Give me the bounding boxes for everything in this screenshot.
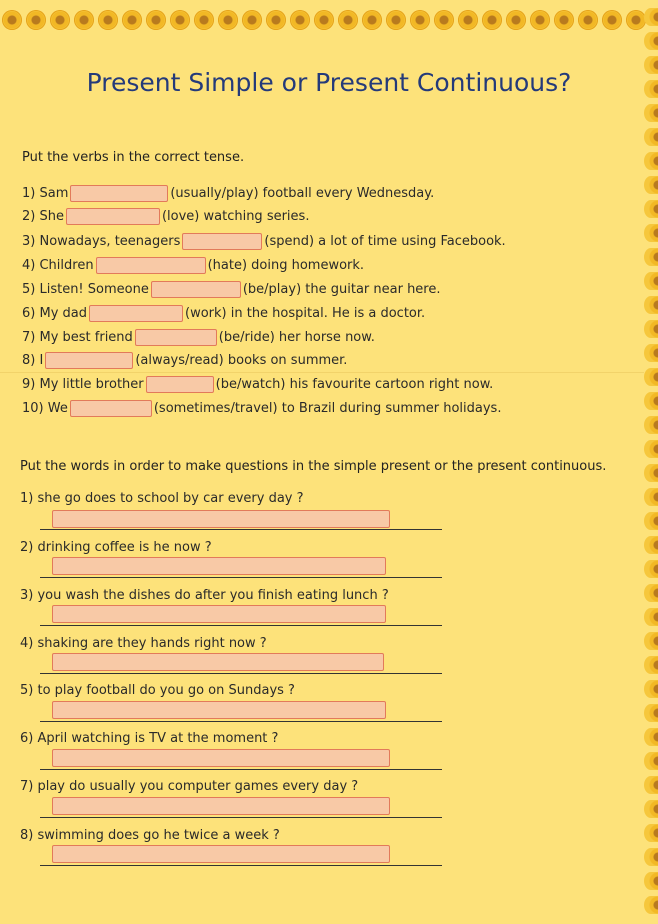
sunflower-icon — [644, 296, 658, 314]
sunflower-icon — [170, 10, 190, 30]
sunflower-icon — [644, 848, 658, 866]
sunflower-icon — [644, 224, 658, 242]
exercise-verb-hint: (be/play) the guitar near here. — [242, 282, 441, 297]
answer-field[interactable] — [45, 352, 133, 369]
exercise-verb-hint: (work) in the hospital. He is a doctor. — [185, 306, 426, 321]
sunflower-icon — [644, 488, 658, 506]
sunflower-icon — [644, 800, 658, 818]
exercise-verb-hint: (always/read) books on summer. — [135, 353, 348, 368]
exercise-verb-hint: (be/watch) his favourite cartoon right now. — [215, 377, 494, 392]
sunflower-icon — [644, 176, 658, 194]
exercise1-row-5 — [22, 279, 441, 301]
exercise-prompt: 9) My little brother — [22, 377, 144, 392]
question-words-3: 3) you wash the dishes do after you finish eating lunch ? — [20, 588, 389, 603]
sunflower-icon — [644, 872, 658, 890]
exercise-verb-hint: (be/ride) her horse now. — [218, 330, 375, 345]
sunflower-icon — [644, 392, 658, 410]
exercise-prompt: 3) Nowadays, teenagers — [22, 234, 181, 249]
exercise-prompt: 10) We — [22, 401, 68, 416]
answer-field[interactable] — [89, 305, 183, 322]
sunflower-icon — [644, 584, 658, 602]
sunflower-icon — [644, 752, 658, 770]
answer-field[interactable] — [96, 257, 206, 274]
question-words-4: 4) shaking are they hands right now ? — [20, 636, 267, 651]
sunflower-icon — [434, 10, 454, 30]
sunflower-icon — [644, 104, 658, 122]
sunflower-icon — [644, 464, 658, 482]
sunflower-icon — [644, 632, 658, 650]
flower-border-top — [0, 0, 658, 34]
answer-field[interactable] — [52, 605, 386, 623]
exercise-verb-hint: (love) watching series. — [161, 209, 310, 224]
sunflower-icon — [314, 10, 334, 30]
sunflower-icon — [290, 10, 310, 30]
sunflower-icon — [644, 896, 658, 914]
sunflower-icon — [410, 10, 430, 30]
sunflower-icon — [242, 10, 262, 30]
question-words-6: 6) April watching is TV at the moment ? — [20, 731, 279, 746]
sunflower-icon — [644, 776, 658, 794]
sunflower-icon — [644, 248, 658, 266]
exercise-prompt: 1) Sam — [22, 186, 69, 201]
sunflower-icon — [644, 536, 658, 554]
answer-field[interactable] — [52, 701, 386, 719]
section2-instruction: Put the words in order to make questions in the simple present or the present continuous. — [20, 459, 607, 474]
sunflower-icon — [644, 608, 658, 626]
answer-field[interactable] — [52, 749, 390, 767]
sunflower-icon — [74, 10, 94, 30]
sunflower-icon — [644, 656, 658, 674]
sunflower-icon — [98, 10, 118, 30]
exercise-prompt: 4) Children — [22, 258, 94, 273]
exercise1-row-6 — [22, 303, 425, 325]
question-words-2: 2) drinking coffee is he now ? — [20, 540, 212, 555]
question-words-8: 8) swimming does go he twice a week ? — [20, 828, 280, 843]
sunflower-icon — [578, 10, 598, 30]
sunflower-icon — [506, 10, 526, 30]
sunflower-icon — [644, 680, 658, 698]
exercise-verb-hint: (hate) doing homework. — [207, 258, 365, 273]
sunflower-icon — [482, 10, 502, 30]
question-words-7: 7) play do usually you computer games every day ? — [20, 779, 359, 794]
exercise-prompt: 5) Listen! Someone — [22, 282, 149, 297]
exercise-verb-hint: (spend) a lot of time using Facebook. — [264, 234, 506, 249]
exercise1-row-8 — [22, 350, 347, 372]
sunflower-icon — [644, 272, 658, 290]
sunflower-icon — [26, 10, 46, 30]
exercise1-row-1 — [22, 183, 434, 205]
sunflower-icon — [644, 728, 658, 746]
divider — [0, 372, 644, 373]
sunflower-icon — [644, 416, 658, 434]
sunflower-icon — [644, 320, 658, 338]
answer-field[interactable] — [52, 797, 390, 815]
sunflower-icon — [362, 10, 382, 30]
exercise1-row-9 — [22, 374, 493, 396]
sunflower-icon — [644, 440, 658, 458]
sunflower-icon — [644, 152, 658, 170]
answer-underline — [40, 769, 442, 770]
sunflower-icon — [602, 10, 622, 30]
sunflower-icon — [644, 560, 658, 578]
sunflower-icon — [644, 128, 658, 146]
sunflower-icon — [218, 10, 238, 30]
answer-field[interactable] — [146, 376, 214, 393]
exercise-prompt: 7) My best friend — [22, 330, 133, 345]
sunflower-icon — [644, 32, 658, 50]
answer-underline — [40, 721, 442, 722]
exercise1-row-2 — [22, 206, 309, 228]
sunflower-icon — [554, 10, 574, 30]
sunflower-icon — [626, 10, 646, 30]
answer-field[interactable] — [151, 281, 241, 298]
sunflower-icon — [644, 704, 658, 722]
exercise-verb-hint: (sometimes/travel) to Brazil during summer holidays. — [153, 401, 502, 416]
answer-underline — [40, 529, 442, 530]
answer-underline — [40, 865, 442, 866]
answer-underline — [40, 625, 442, 626]
sunflower-icon — [644, 824, 658, 842]
answer-field[interactable] — [52, 653, 384, 671]
question-words-5: 5) to play football do you go on Sundays ? — [20, 683, 295, 698]
exercise-verb-hint: (usually/play) football every Wednesday. — [170, 186, 435, 201]
sunflower-icon — [266, 10, 286, 30]
answer-field[interactable] — [182, 233, 262, 250]
sunflower-icon — [458, 10, 478, 30]
sunflower-icon — [644, 344, 658, 362]
answer-underline — [40, 817, 442, 818]
sunflower-icon — [644, 200, 658, 218]
section1-instruction: Put the verbs in the correct tense. — [22, 150, 245, 165]
answer-field[interactable] — [135, 329, 217, 346]
answer-field[interactable] — [66, 208, 160, 225]
flower-border-right — [644, 0, 658, 924]
exercise1-row-4 — [22, 255, 364, 277]
sunflower-icon — [2, 10, 22, 30]
exercise1-row-10 — [22, 398, 501, 420]
answer-underline — [40, 673, 442, 674]
answer-field[interactable] — [70, 185, 168, 202]
answer-underline — [40, 577, 442, 578]
answer-field[interactable] — [52, 845, 390, 863]
page-title: Present Simple or Present Continuous? — [86, 68, 572, 97]
sunflower-icon — [386, 10, 406, 30]
sunflower-icon — [644, 512, 658, 530]
sunflower-icon — [146, 10, 166, 30]
answer-field[interactable] — [70, 400, 152, 417]
exercise-prompt: 6) My dad — [22, 306, 87, 321]
question-words-1: 1) she go does to school by car every day ? — [20, 491, 304, 506]
sunflower-icon — [644, 8, 658, 26]
exercise1-row-7 — [22, 327, 375, 349]
sunflower-icon — [194, 10, 214, 30]
sunflower-icon — [530, 10, 550, 30]
exercise-prompt: 2) She — [22, 209, 64, 224]
exercise-prompt: 8) I — [22, 353, 44, 368]
exercise1-row-3 — [22, 231, 506, 253]
answer-field[interactable] — [52, 557, 386, 575]
answer-field[interactable] — [52, 510, 390, 528]
sunflower-icon — [644, 368, 658, 386]
sunflower-icon — [338, 10, 358, 30]
sunflower-icon — [122, 10, 142, 30]
sunflower-icon — [50, 10, 70, 30]
